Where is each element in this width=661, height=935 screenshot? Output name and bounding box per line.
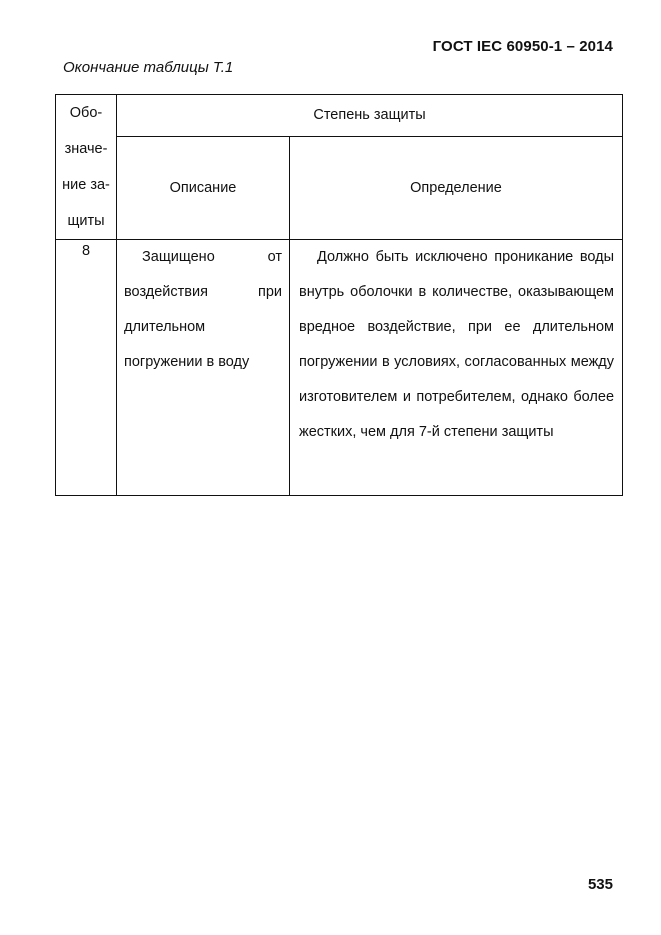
definition-cell — [290, 240, 623, 496]
definition-text: Должно быть исключено проникание воды внутрь оболочки в количестве, оказывающем вредное воздействие, при ее длительном погружении в условиях, согласованных между изготовителем и потребителем, однако более жестких, чем для 7-й степени защиты — [299, 249, 615, 440]
page-number: 535 — [587, 876, 613, 893]
protection-table — [55, 94, 623, 496]
standard-designation: ГОСТ IEC 60950-1 – 2014 — [432, 38, 613, 55]
designation-header — [56, 95, 117, 240]
table-caption: Окончание таблицы Т.1 — [63, 59, 234, 76]
designation-header-line: ние за- — [62, 177, 110, 193]
designation-cell: 8 — [56, 240, 117, 496]
designation-header-line: щиты — [67, 213, 105, 229]
degree-header: Степень защиты — [117, 95, 623, 137]
table-row — [56, 240, 623, 496]
designation-header-line: значе- — [64, 141, 108, 157]
description-cell — [117, 240, 290, 496]
description-header: Описание — [117, 136, 290, 239]
designation-header-line: Обо- — [69, 105, 103, 121]
description-text: Защищено от воздействия при длительном погружении в воду — [124, 249, 282, 370]
definition-header: Определение — [290, 136, 623, 239]
